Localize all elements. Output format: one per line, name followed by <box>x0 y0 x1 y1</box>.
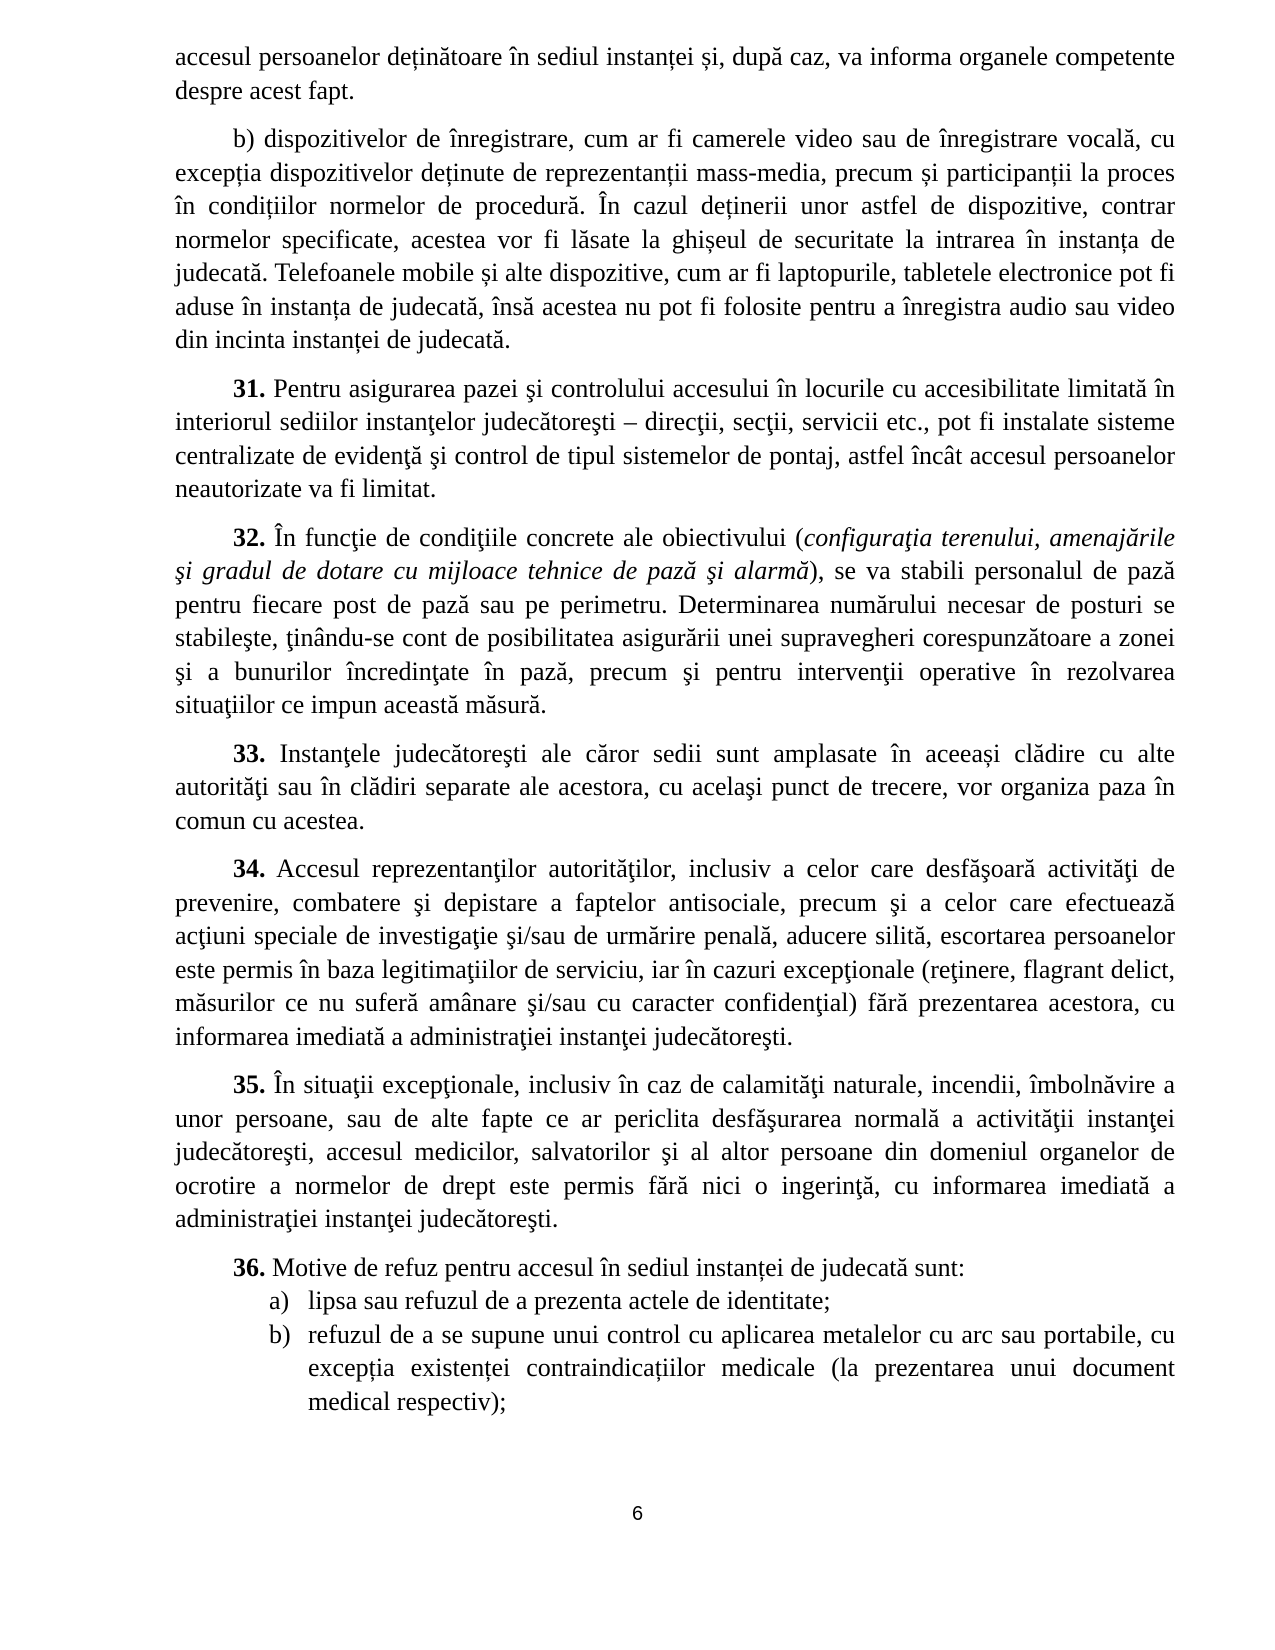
list-item-text: lipsa sau refuzul de a prezenta actele de identitate; <box>308 1286 831 1315</box>
paragraph-number: 35. <box>233 1070 266 1099</box>
list-item <box>175 1284 1175 1318</box>
list-item <box>175 1318 1175 1419</box>
list-item-text: refuzul de a se supune unui control cu aplicarea metalelor cu arc sau portabile, cu excepția existenței contraindicațiilor medicale (la prezentarea unui document medical respectiv); <box>308 1319 1175 1416</box>
paragraph-36 <box>175 1251 1175 1419</box>
list-marker: b) <box>269 1319 291 1349</box>
list-marker: a) <box>269 1286 290 1315</box>
page-number: 6 <box>631 1503 644 1525</box>
paragraph-32 <box>175 521 1175 722</box>
paragraph-text: În funcţie de condiţiile concrete ale obiectivului ( <box>265 522 804 552</box>
paragraph-34 <box>175 852 1175 1053</box>
paragraph-number: 33. <box>233 738 266 768</box>
document-body <box>175 40 1175 1418</box>
paragraph-point-b: b) dispozitivelor de înregistrare, cum ar fi camerele video sau de înregistrare vocală, cu excepția dispozitivelor deținute de reprezentanții mass-media, precum și participanții la proces în condițiilor normelor de procedură. În cazul deținerii unor astfel de dispozitive, contrar normelor specificate, acestea vor fi lăsate la ghișeul de securitate la intrarea în instanța de judecată. Telefoanele mobile și alte dispozitive, cum ar fi laptopurile, tabletele electronice pot fi aduse în instanța de judecată, însă acestea nu pot fi folosite pentru a înregistra audio sau video din incinta instanței de judecată. <box>175 124 1175 354</box>
paragraph-text: ), se va stabili personalul de pază pentru fiecare post de pază sau pe perimetru. Determinarea numărului necesar de posturi se stabileşte, ţinându-se cont de posibilitatea asigurării unei supravegheri corespunzătoare a zonei şi a bunurilor încredinţate în pază, precum şi pentru intervenţii operative în rezolvarea situaţiilor ce impun această măsură. <box>175 556 1175 719</box>
paragraph-text: Pentru asigurarea pazei şi controlului accesului în locurile cu accesibilitate limitată în interiorul sediilor instanţelor judecătoreşti – direcţii, secţii, servicii etc., pot fi instalate sisteme centralizate de evidenţă şi control de tipul sistemelor de pontaj, astfel încât accesul persoanelor neautorizate va fi limitat. <box>175 373 1175 503</box>
paragraph-text: Motive de refuz pentru accesul în sediul instanței de judecată sunt: <box>265 1252 966 1282</box>
paragraph-33 <box>175 737 1175 838</box>
paragraph-text: Accesul reprezentanţilor autorităţilor, inclusiv a celor care desfăşoară activităţi de prevenire, combatere şi depistare a faptelor antisociale, precum şi a celor care efectuează acţiuni speciale de investigaţie şi/sau de urmărire penală, aducere silită, escortarea persoanelor este permis în baza legitimaţiilor de serviciu, iar în cazuri excepţionale (reţinere, flagrant delict, măsurilor ce nu suferă amânare şi/sau cu caracter confidenţial) fără prezentarea acestora, cu informarea imediată a administraţiei instanţei judecătoreşti. <box>175 854 1175 1051</box>
refusal-reasons-list <box>175 1284 1175 1418</box>
paragraph-number: 34. <box>233 854 266 883</box>
paragraph-31 <box>175 372 1175 506</box>
paragraph-italic-text: configuraţia terenului, amenajările şi gradul de dotare cu mijloace tehnice de pază şi alarmă <box>175 522 1175 585</box>
paragraph-text: Instanţele judecătoreşti ale căror sedii sunt amplasate în aceeași clădire cu alte autorităţi sau în clădiri separate ale acestora, cu acelaşi punct de trecere, vor organiza paza în comun cu acestea. <box>175 738 1175 835</box>
paragraph-continuation: accesul persoanelor deținătoare în sediul instanței și, după caz, va informa organele competente despre acest fapt. <box>175 42 1175 105</box>
paragraph-text: În situaţii excepţionale, inclusiv în caz de calamităţi naturale, incendii, îmbolnăvire a unor persoane, sau de alte fapte ce ar periclita desfăşurarea normală a activităţii instanţei judecătoreşti, accesul medicilor, salvatorilor şi al altor persoane din domeniul organelor de ocrotire a normelor de drept este permis fără nici o ingerinţă, cu informarea imediată a administraţiei instanţei judecătoreşti. <box>175 1070 1175 1233</box>
paragraph-36-intro <box>175 1251 1175 1285</box>
paragraph-number: 36. <box>233 1252 266 1282</box>
paragraph-number: 32. <box>233 522 266 552</box>
paragraph-number: 31. <box>233 373 266 403</box>
paragraph-35 <box>175 1068 1175 1236</box>
